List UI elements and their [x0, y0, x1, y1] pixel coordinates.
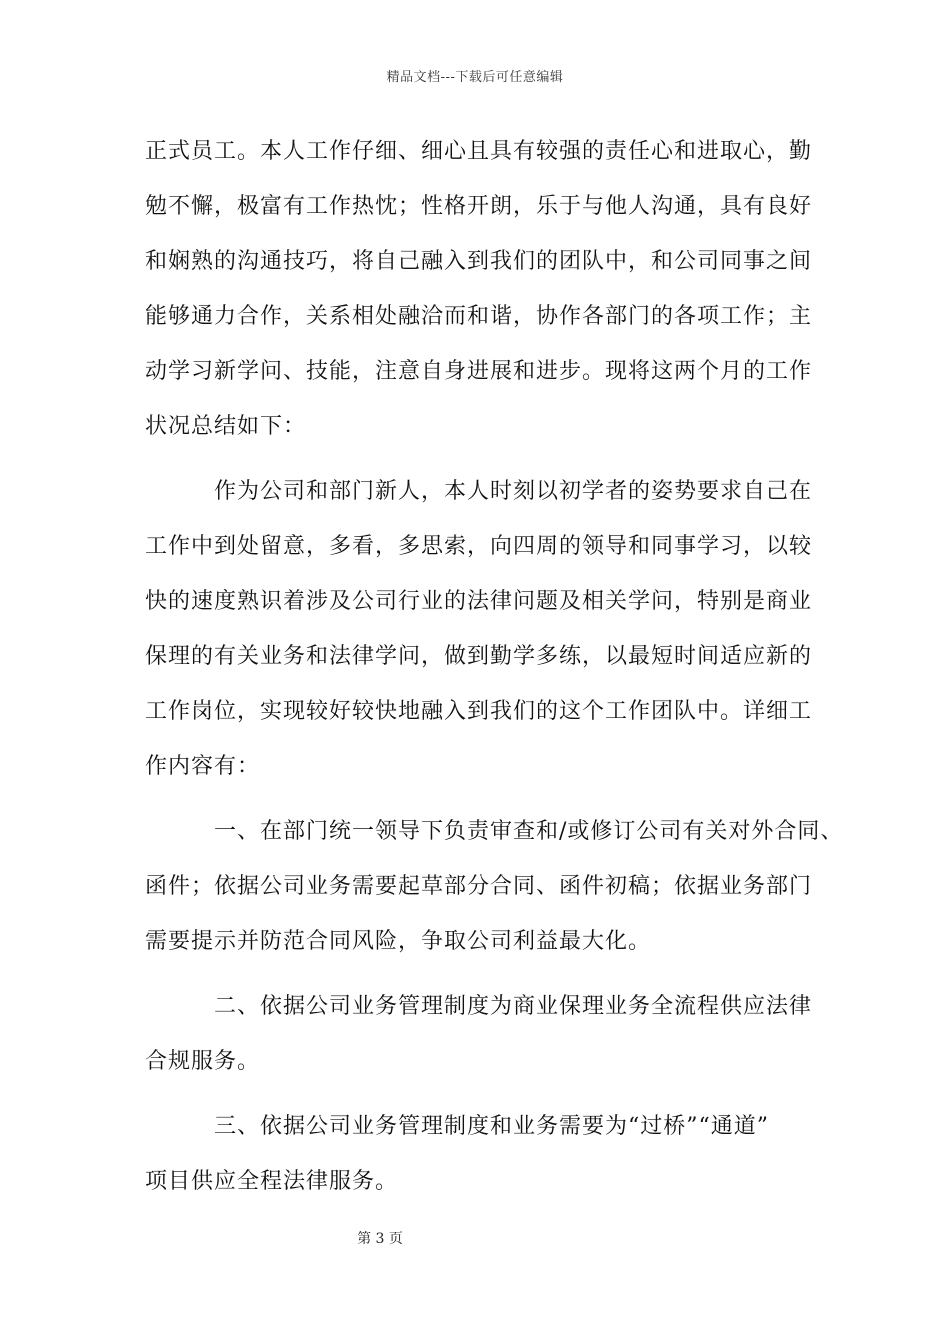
body-line: 和娴熟的沟通技巧，将自己融入到我们的团队中，和公司同事之间	[145, 249, 813, 274]
body-line: 工作中到处留意，多看，多思索，向四周的领导和同事学习，以较	[145, 534, 813, 559]
list-item-2-first-line: 二、依据公司业务管理制度为商业保理业务全流程供应法律	[214, 994, 813, 1019]
body-line: 项目供应全程法律服务。	[145, 1169, 399, 1194]
body-line: 动学习新学问、技能，注意自身进展和进步。现将这两个月的工作	[145, 359, 813, 384]
page-number: 第 3 页	[357, 1231, 403, 1247]
body-line: 函件；依据公司业务需要起草部分合同、函件初稿；依据业务部门	[145, 874, 813, 899]
body-line: 工作岗位，实现较好较快地融入到我们的这个工作团队中。详细工	[145, 699, 813, 724]
paragraph-first-line: 作为公司和部门新人，本人时刻以初学者的姿势要求自己在	[214, 479, 813, 504]
body-line: 正式员工。本人工作仔细、细心且具有较强的责任心和进取心，勤	[145, 139, 813, 164]
list-item-1-first-line: 一、在部门统一领导下负责审查和/或修订公司有关对外合同、	[214, 819, 844, 844]
body-line: 勉不懈，极富有工作热忱；性格开朗，乐于与他人沟通，具有良好	[145, 194, 813, 219]
page-header: 精品文档---下载后可任意编辑	[386, 70, 564, 85]
body-line: 保理的有关业务和法律学问，做到勤学多练，以最短时间适应新的	[145, 644, 813, 669]
body-line: 合规服务。	[145, 1049, 261, 1074]
body-line: 作内容有：	[145, 754, 261, 779]
body-line: 能够通力合作，关系相处融洽而和谐，协作各部门的各项工作；主	[145, 304, 813, 329]
body-line: 需要提示并防范合同风险，争取公司利益最大化。	[145, 929, 652, 954]
body-line: 快的速度熟识着涉及公司行业的法律问题及相关学问，特别是商业	[145, 589, 813, 614]
body-line: 状况总结如下：	[145, 414, 307, 439]
list-item-3-first-line: 三、依据公司业务管理制度和业务需要为“过桥”“通道”	[214, 1114, 769, 1139]
